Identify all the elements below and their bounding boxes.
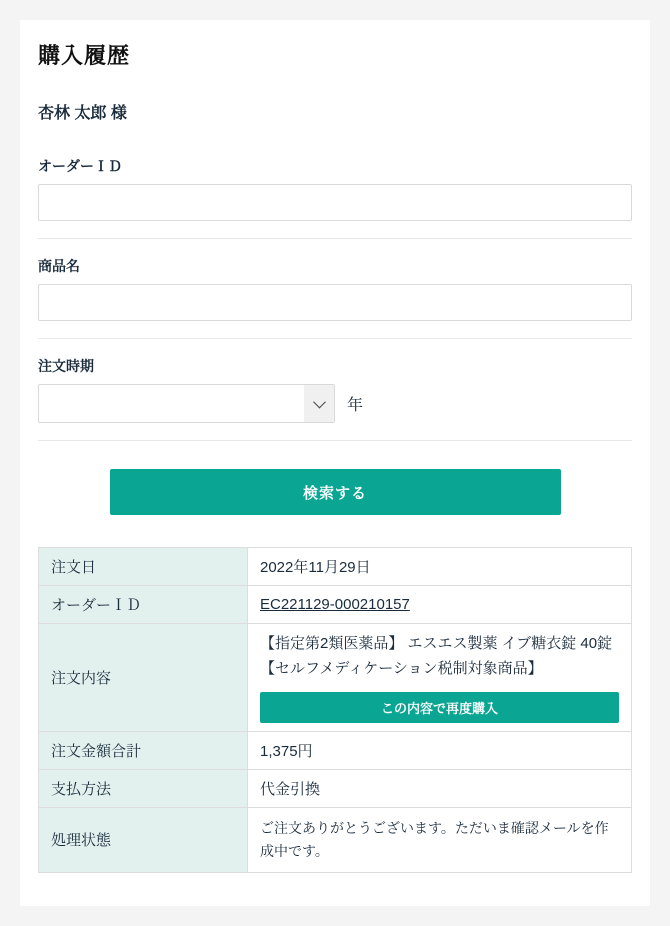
year-select-wrap — [38, 384, 335, 423]
purchase-history-card — [20, 20, 650, 906]
order-id-row-label: オーダーＩＤ — [39, 586, 248, 624]
order-detail-table — [38, 547, 632, 873]
table-row-order-content — [39, 624, 632, 732]
order-id-link[interactable]: EC221129-000210157 — [260, 596, 410, 613]
customer-name: 杏林 太郎 様 — [38, 105, 127, 122]
order-date-label: 注文日 — [39, 548, 248, 586]
table-row-status — [39, 807, 632, 872]
divider — [38, 440, 632, 441]
divider — [38, 238, 632, 239]
table-row-payment-method — [39, 769, 632, 807]
order-total-label: 注文金額合計 — [39, 731, 248, 769]
order-period-row — [38, 384, 632, 423]
product-name-input[interactable] — [38, 284, 632, 321]
status-value: ご注文ありがとうございます。ただいま確認メールを作成中です。 — [248, 807, 632, 872]
order-content-label: 注文内容 — [39, 624, 248, 732]
page-title: 購入履歴 — [38, 43, 131, 68]
year-suffix-label: 年 — [347, 397, 364, 414]
order-period-label: 注文時期 — [38, 358, 94, 374]
table-row-order-total — [39, 731, 632, 769]
order-id-label: オーダーＩＤ — [38, 158, 122, 174]
order-period-field-group — [38, 358, 632, 423]
year-select[interactable] — [39, 385, 334, 422]
order-id-input[interactable] — [38, 184, 632, 221]
payment-method-value: 代金引換 — [248, 769, 632, 807]
order-date-value: 2022年11月29日 — [248, 548, 632, 586]
table-row-order-date — [39, 548, 632, 586]
status-label: 処理状態 — [39, 807, 248, 872]
search-button[interactable]: 検索する — [110, 469, 561, 515]
table-row-order-id — [39, 586, 632, 624]
payment-method-label: 支払方法 — [39, 769, 248, 807]
reorder-button[interactable]: この内容で再度購入 — [260, 692, 619, 723]
product-name-field-group — [38, 258, 632, 321]
order-content-value: 【指定第2類医薬品】 エスエス製薬 イブ糖衣錠 40錠【セルフメディケーション税制対象商品】 — [260, 635, 613, 677]
product-name-label: 商品名 — [38, 258, 80, 274]
order-total-value: 1,375円 — [248, 731, 632, 769]
order-id-field-group — [38, 158, 632, 221]
divider — [38, 338, 632, 339]
